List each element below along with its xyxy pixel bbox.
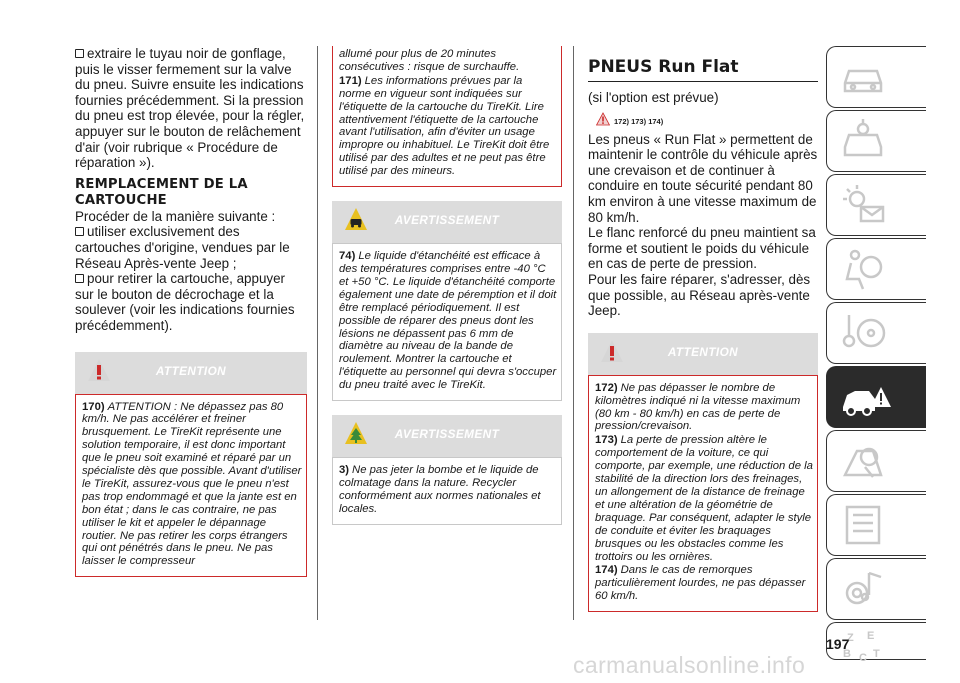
tab-safety[interactable] bbox=[826, 238, 926, 300]
note-174 bbox=[595, 564, 813, 603]
multimedia-icon bbox=[839, 565, 887, 613]
note-173 bbox=[595, 434, 813, 563]
page-title: PNEUS Run Flat bbox=[588, 56, 818, 82]
note-text: La perte de pression altère le comportement de la voiture, ce qui comporte, par exemple, une réduction de la stabilité de la direction lors des freinages, un allongement de la distance de freinage et une altération de la géométrie de braquage. Par conséquent, adapter le style de conduite et éviter les braquages brusques ou les obstacles comme les trottoirs ou les ornières. bbox=[595, 434, 813, 563]
page-number: 197 bbox=[826, 636, 850, 652]
paragraph: Les pneus « Run Flat » permettent de maintenir le contrôle du véhicule après une crevaison et de continuer à conduire en toute sécurité pendant 80 km environ à une vitesse maximum de 80 km/h. bbox=[588, 131, 818, 225]
note-170 bbox=[82, 401, 302, 569]
tab-technical-data[interactable] bbox=[826, 494, 926, 556]
note-text: Le liquide d'étanchéité est efficace à des températures comprises entre -40 °C et +50 °C. Le liquide d'étanchéité comporte également une date de péremption et il doit être remplacé périodiquement. Il est possible de réparer des pneus dont les lésions ne dépassent pas 6 mm de diamètre au niveau de la bande de roulement. Montrer la cartouche et l'étiquette au personnel qui devra s'occuper du pneu traité avec le TireKit. bbox=[339, 250, 557, 392]
tab-car-controls[interactable] bbox=[826, 110, 926, 172]
column-divider bbox=[317, 46, 318, 620]
note-text: Les informations prévues par la norme en vigueur sont indiquées sur l'étiquette de la cartouche du TireKit. Lire attentivement l'étiquette de la cartouche avant l'utilisation, afin d'éviter un usage impropre ou inhabituel. Le TireKit doit être utilisé par des adultes et ne peut pas être utilisé par des mineurs. bbox=[339, 74, 550, 178]
car-overview-icon bbox=[839, 53, 887, 101]
attention-box bbox=[75, 394, 307, 578]
svg-text:E: E bbox=[867, 630, 875, 642]
note-number: 172) bbox=[595, 381, 618, 394]
attention-header bbox=[588, 333, 818, 375]
tab-emergency[interactable] bbox=[826, 366, 926, 428]
environment-header bbox=[332, 415, 562, 457]
note-3 bbox=[339, 464, 557, 516]
bullet-text: extraire le tuyau noir de gonflage, puis le visser fermement sur la valve du pneu. Suivre ensuite les indications fournies précédemment. Si la pression du pneu est trop élevée, pour la régler, appuyer sur le bouton de relâchement d'air (voir rubrique « Procédure de réparation »). bbox=[75, 46, 305, 171]
svg-text:T: T bbox=[873, 648, 880, 660]
note-number: 3) bbox=[339, 464, 350, 477]
note-172 bbox=[595, 382, 813, 434]
technical-data-icon bbox=[839, 501, 887, 549]
attention-box-continued bbox=[332, 46, 562, 187]
warning-box bbox=[332, 243, 562, 401]
bullet-paragraph bbox=[75, 224, 307, 271]
warning-label: AVERTISSEMENT bbox=[394, 427, 500, 442]
tab-maintenance[interactable] bbox=[826, 430, 926, 492]
bullet-square-icon bbox=[75, 227, 84, 236]
svg-text:Z: Z bbox=[847, 632, 854, 644]
note-number: 171) bbox=[339, 74, 362, 87]
column-divider bbox=[573, 46, 574, 620]
attention-header bbox=[75, 352, 307, 394]
attention-label: ATTENTION bbox=[155, 363, 227, 378]
note-number: 174) bbox=[595, 564, 618, 577]
note-text: Dans le cas de remorques particulièrement lourdes, ne pas dépasser 60 km/h. bbox=[595, 564, 806, 603]
note-number: 74) bbox=[339, 250, 356, 263]
emergency-icon bbox=[839, 373, 891, 421]
note-171 bbox=[339, 75, 557, 178]
warning-refs-row bbox=[588, 112, 818, 128]
note-continued: allumé pour plus de 20 minutes consécutives : risque de surchauffe. bbox=[339, 48, 520, 73]
column-3 bbox=[588, 46, 818, 612]
warning-refs: 172) 173) 174) bbox=[614, 116, 664, 126]
column-1 bbox=[75, 46, 307, 577]
warning-header bbox=[332, 201, 562, 243]
bullet-text: utiliser exclusivement des cartouches d'origine, vendues par le Réseau Après-vente Jeep ; bbox=[75, 224, 290, 271]
note-text: ATTENTION : Ne dépassez pas 80 km/h. Ne pas accélérer et freiner brusquement. Le TireKit représente une solution temporaire, il est donc important que le pneu soit examiné et réparé par un spécialiste dès que possible. Avant d'utiliser le TireKit, assurez-vous que le pneu n'est pas trop endommagé et que la jante est en bon état ; dans le cas contraire, ne pas utiliser le kit et appeler le dépannage routier. Ne pas retirer les corps étrangers qui ont pénétrés dans le pneu. Ne pas laisser le compresseur bbox=[82, 400, 302, 568]
column-2 bbox=[332, 46, 562, 525]
danger-triangle-icon bbox=[596, 112, 610, 126]
paragraph: Le flanc renforcé du pneu maintient sa forme et soutient le poids du véhicule en cas de perte de pression. bbox=[588, 225, 816, 272]
note-text: Ne pas jeter la bombe et le liquide de colmatage dans la nature. Recycler conformément aux normes nationales et locales. bbox=[339, 464, 541, 515]
paragraph: Pour les faire réparer, s'adresser, dès que possible, au Réseau après-vente Jeep. bbox=[588, 271, 811, 319]
section-intro: Procéder de la manière suivante : bbox=[75, 208, 276, 224]
tab-starting-driving[interactable] bbox=[826, 302, 926, 364]
tab-multimedia[interactable] bbox=[826, 558, 926, 620]
subtitle: (si l'option est prévue) bbox=[588, 90, 719, 105]
tab-car-overview[interactable] bbox=[826, 46, 926, 108]
svg-text:B: B bbox=[843, 648, 851, 660]
warning-label: AVERTISSEMENT bbox=[394, 213, 500, 228]
bullet-paragraph bbox=[75, 271, 307, 333]
tab-warning-lights[interactable] bbox=[826, 174, 926, 236]
note-number: 173) bbox=[595, 434, 618, 447]
bullet-paragraph bbox=[75, 46, 307, 171]
attention-label: ATTENTION bbox=[667, 344, 739, 359]
car-controls-icon bbox=[839, 117, 887, 165]
starting-driving-icon bbox=[839, 309, 887, 357]
warning-lights-icon bbox=[839, 181, 887, 229]
safety-airbag-icon bbox=[839, 245, 887, 293]
attention-box bbox=[588, 375, 818, 612]
maintenance-icon bbox=[839, 437, 887, 485]
section-heading: REMPLACEMENT DE LA CARTOUCHE bbox=[75, 176, 248, 208]
bullet-square-icon bbox=[75, 49, 84, 58]
svg-text:C: C bbox=[859, 652, 867, 664]
bullet-square-icon bbox=[75, 274, 84, 283]
watermark: carmanualsonline.info bbox=[573, 652, 806, 678]
note-text: Ne pas dépasser le nombre de kilomètres indiqué ni la vitesse maximum (80 km - 80 km/h) en cas de perte de pression/crevaison. bbox=[595, 381, 801, 433]
environment-box bbox=[332, 457, 562, 525]
note-74 bbox=[339, 250, 557, 392]
bullet-text: pour retirer la cartouche, appuyer sur le bouton de décrochage et la soulever (voir les indications fournies précédemment). bbox=[75, 271, 295, 333]
note-number: 170) bbox=[82, 400, 105, 413]
